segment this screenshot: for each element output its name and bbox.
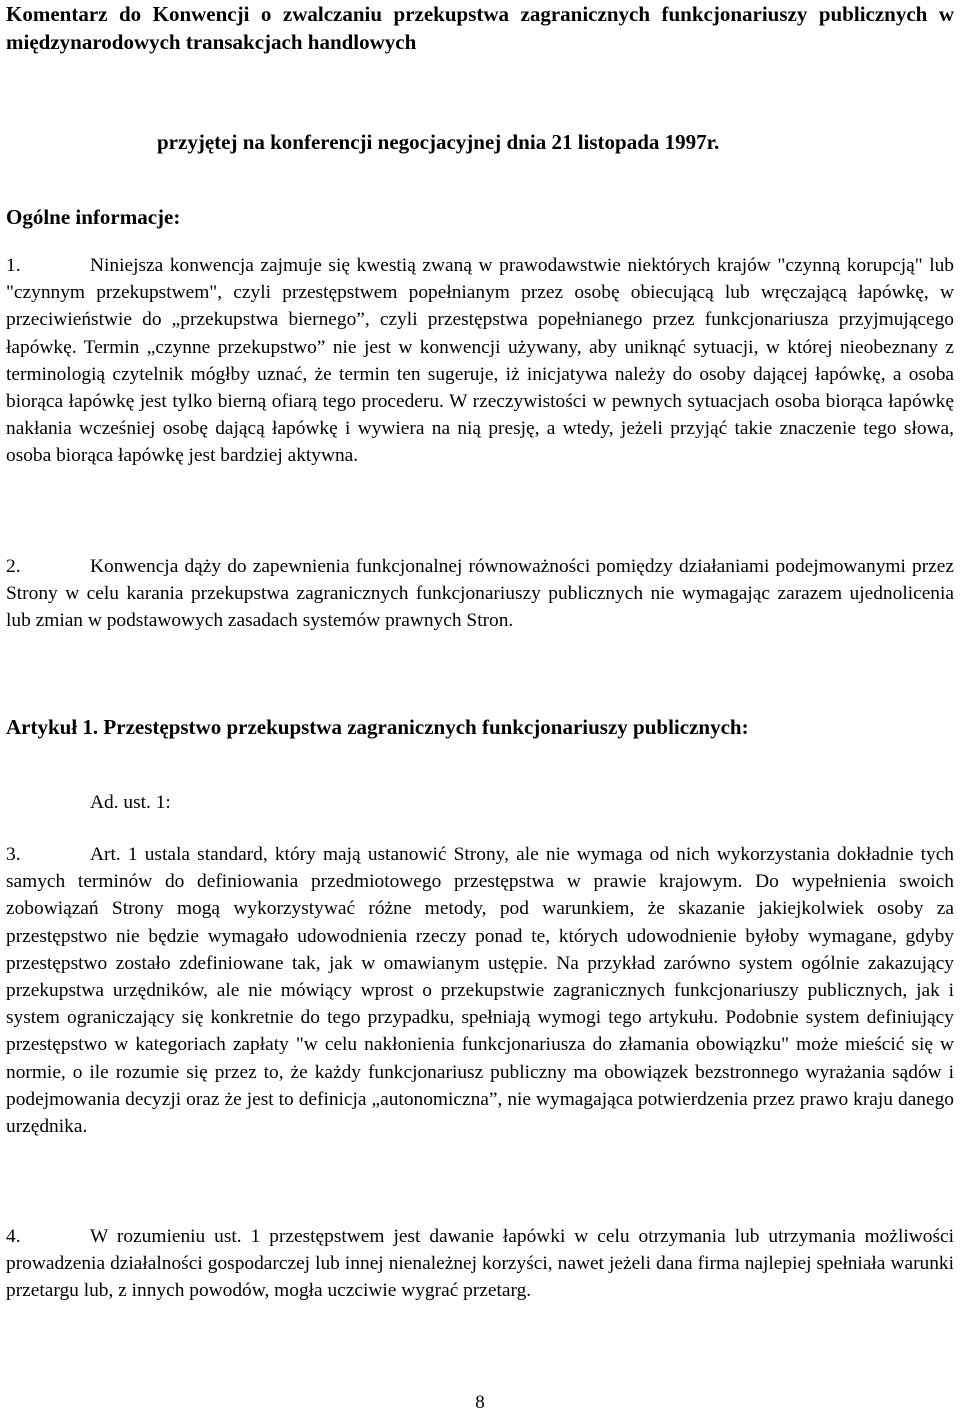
article-heading: Artykuł 1. Przestępstwo przekupstwa zagranicznych funkcjonariuszy publicznych: <box>6 715 749 739</box>
ad-ust-label: Ad. ust. 1: <box>90 792 171 813</box>
paragraph-4 <box>6 1223 954 1305</box>
paragraph-number: 4. <box>6 1226 21 1247</box>
paragraph-2 <box>6 553 954 635</box>
paragraph-text: W rozumieniu ust. 1 przestępstwem jest dawanie łapówki w celu otrzymania lub utrzymania możliwości prowadzenia działalności gospodarczej lub innej nienależnej korzyści, nawet jeżeli dana firma najlepiej spełniała warunki przetargu lub, z innych powodów, mogła uczciwie wygrać przetarg. <box>6 1226 954 1302</box>
section-heading-general: Ogólne informacje: <box>6 205 181 229</box>
paragraph-text: Art. 1 ustala standard, który mają ustanowić Strony, ale nie wymaga od nich wykorzystania dokładnie tych samych terminów do definiowania przedmiotowego przestępstwa w prawie krajowym. Do wypełnienia swoich zobowiązań Strony mogą wykorzystywać różne metody, pod warunkiem, że skazanie jakiejkolwiek osoby za przestępstwo nie będzie wymagało udowodnienia rzeczy ponad te, których udowodnienie byłoby wymagane, gdyby przestępstwo zostało zdefiniowane tak, jak w omawianym ustępie. Na przykład zarówno system ogólnie zakazujący przekupstwa urzędników, ale nie mówiący wprost o przekupstwie zagranicznych funkcjonariuszy publicznych, jak i system ograniczający się konkretnie do tego przypadku, spełniają wymogi tego artykułu. Podobnie system definiujący przestępstwo w kategoriach zapłaty "w celu nakłonienia funkcjonariusza do złamania obowiązku" może mieścić się w normie, o ile rozumie się przez to, że każdy funkcjonariusz publiczny ma obowiązek bezstronnego wyrażania sądów i podejmowania decyzji oraz że jest to definicja „autonomiczna”, nie wymagająca potwierdzenia przez prawo kraju danego urzędnika. <box>6 844 954 1138</box>
paragraph-text: Niniejsza konwencja zajmuje się kwestią zwaną w prawodawstwie niektórych krajów "czynną korupcją" lub "czynnym przekupstwem", czyli przestępstwem popełnianym przez osobę obiecującą lub wręczającą łapówkę, w przeciwieństwie do „przekupstwa biernego”, czyli przestępstwa popełnianego przez funkcjonariusza przyjmującego łapówkę. Termin „czynne przekupstwo” nie jest w konwencji używany, aby uniknąć sytuacji, w której nieobeznany z terminologią czytelnik mógłby uznać, że termin ten sugeruje, iż inicjatywa należy do osoby dającej łapówkę, a osoba biorąca łapówkę jest tylko bierną ofiarą tego procederu. W rzeczywistości w pewnych sytuacjach osoba biorąca łapówkę nakłania wcześniej osobę dającą łapówkę i wywiera na nią presję, a wtedy, jeżeli przyjąć takie znaczenie tego słowa, osoba biorąca łapówkę jest bardziej aktywna. <box>6 255 954 467</box>
document-subtitle: przyjętej na konferencji negocjacyjnej dnia 21 listopada 1997r. <box>157 130 720 154</box>
paragraph-number: 2. <box>6 556 21 577</box>
paragraph-number: 1. <box>6 255 21 276</box>
paragraph-text: Konwencja dąży do zapewnienia funkcjonalnej równoważności pomiędzy działaniami podejmowanymi przez Strony w celu karania przekupstwa zagranicznych funkcjonariuszy publicznych nie wymagając zarazem ujednolicenia lub zmian w podstawowych zasadach systemów prawnych Stron. <box>6 556 954 632</box>
paragraph-3 <box>6 841 954 1140</box>
paragraph-number: 3. <box>6 844 21 865</box>
document-title: Komentarz do Konwencji o zwalczaniu przekupstwa zagranicznych funkcjonariuszy publicznych w międzynarodowych transakcjach handlowych <box>6 2 954 54</box>
paragraph-1 <box>6 252 954 470</box>
page-number: 8 <box>475 1392 485 1413</box>
